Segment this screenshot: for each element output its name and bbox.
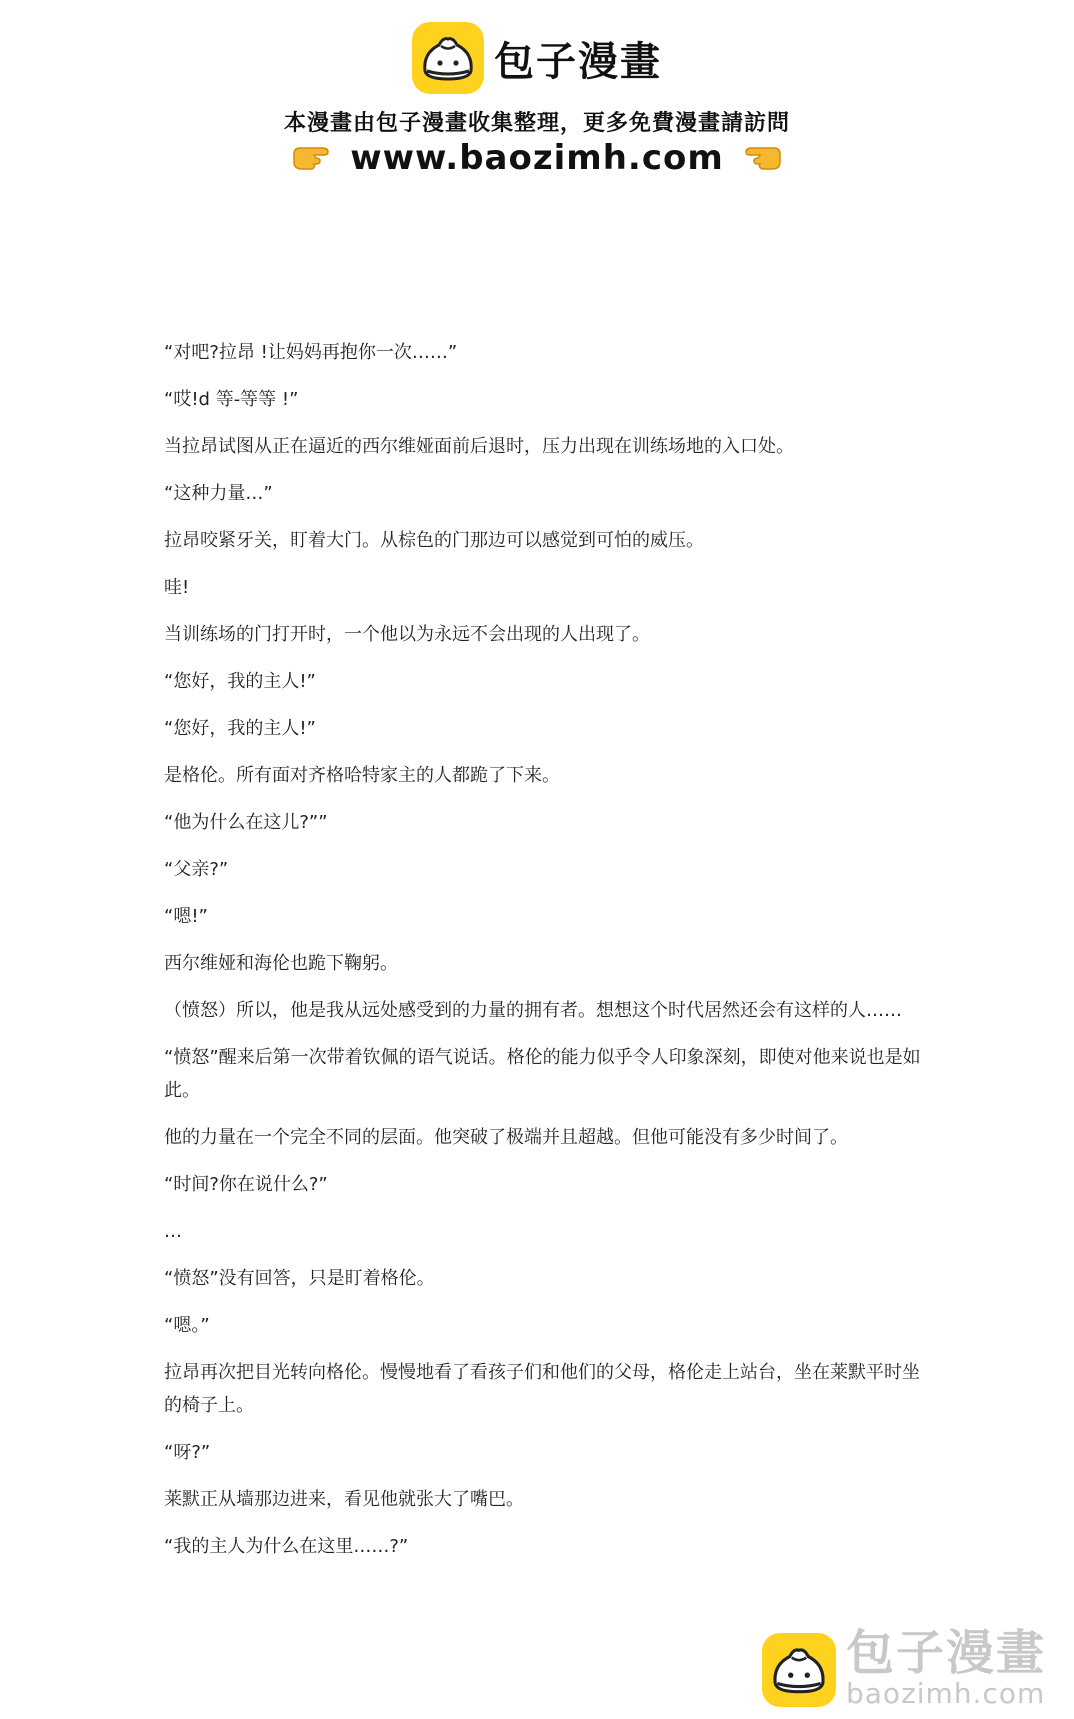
paragraph: …: [164, 1221, 182, 1242]
paragraph: 当拉昂试图从正在逼近的西尔维娅面前后退时，压力出现在训练场地的入口处。: [164, 436, 794, 457]
paragraph: 他的力量在一个完全不同的层面。他突破了极端并且超越。但他可能没有多少时间了。: [164, 1127, 848, 1148]
paragraph: 哇!: [164, 577, 190, 598]
logo-row: [0, 22, 1074, 94]
pointing-right-hand-icon: [292, 140, 336, 176]
paragraph: “哎!d 等-等等 !”: [164, 389, 299, 410]
pointing-left-hand-icon: [738, 140, 782, 176]
paragraph: （愤怒）所以，他是我从远处感受到的力量的拥有者。想想这个时代居然还会有这样的人……: [164, 1000, 902, 1021]
paragraph: “这种力量…”: [164, 483, 273, 504]
paragraph: 拉昂咬紧牙关，盯着大门。从棕色的门那边可以感觉到可怕的威压。: [164, 530, 704, 551]
footer-watermark: [762, 1625, 1062, 1711]
paragraph: “对吧?拉昂 !让妈妈再抱你一次……”: [164, 342, 458, 363]
paragraph: “您好，我的主人!”: [164, 718, 316, 739]
paragraph: 拉昂再次把目光转向格伦。慢慢地看了看孩子们和他们的父母，格伦走上站台，坐在莱默平时坐的椅子上。: [164, 1362, 920, 1416]
paragraph: 当训练场的门打开时，一个他以为永远不会出现的人出现了。: [164, 624, 650, 645]
chapter-text: [164, 336, 924, 1577]
bun-logo-icon: [762, 1633, 836, 1707]
site-header: [0, 0, 1074, 200]
paragraph: “您好，我的主人!”: [164, 671, 316, 692]
paragraph: “愤怒”醒来后第一次带着钦佩的语气说话。格伦的能力似乎令人印象深刻，即使对他来说也是如此。: [164, 1047, 921, 1101]
paragraph: “嗯。”: [164, 1315, 210, 1336]
footer-brand-name: 包子漫畫: [846, 1625, 1047, 1681]
brand-name: 包子漫畫: [494, 38, 662, 85]
bun-logo-icon: [412, 22, 484, 94]
footer-url: baozimh.com: [846, 1677, 1046, 1710]
tagline: 本漫畫由包子漫畫收集整理，更多免費漫畫請訪問: [283, 111, 790, 136]
site-url-link[interactable]: www.baozimh.com: [350, 138, 724, 178]
paragraph: “呀?”: [164, 1442, 211, 1463]
paragraph: “他为什么在这儿?””: [164, 812, 328, 833]
paragraph: “嗯!”: [164, 906, 208, 927]
url-row: [0, 138, 1074, 178]
paragraph: “我的主人为什么在这里……?”: [164, 1536, 409, 1557]
paragraph: “父亲?”: [164, 859, 229, 880]
paragraph: 西尔维娅和海伦也跪下鞠躬。: [164, 953, 398, 974]
paragraph: 莱默正从墙那边进来，看见他就张大了嘴巴。: [164, 1489, 524, 1510]
paragraph: “时间?你在说什么?”: [164, 1174, 328, 1195]
paragraph: 是格伦。所有面对齐格哈特家主的人都跪了下来。: [164, 765, 560, 786]
paragraph: “愤怒”没有回答，只是盯着格伦。: [164, 1268, 435, 1289]
